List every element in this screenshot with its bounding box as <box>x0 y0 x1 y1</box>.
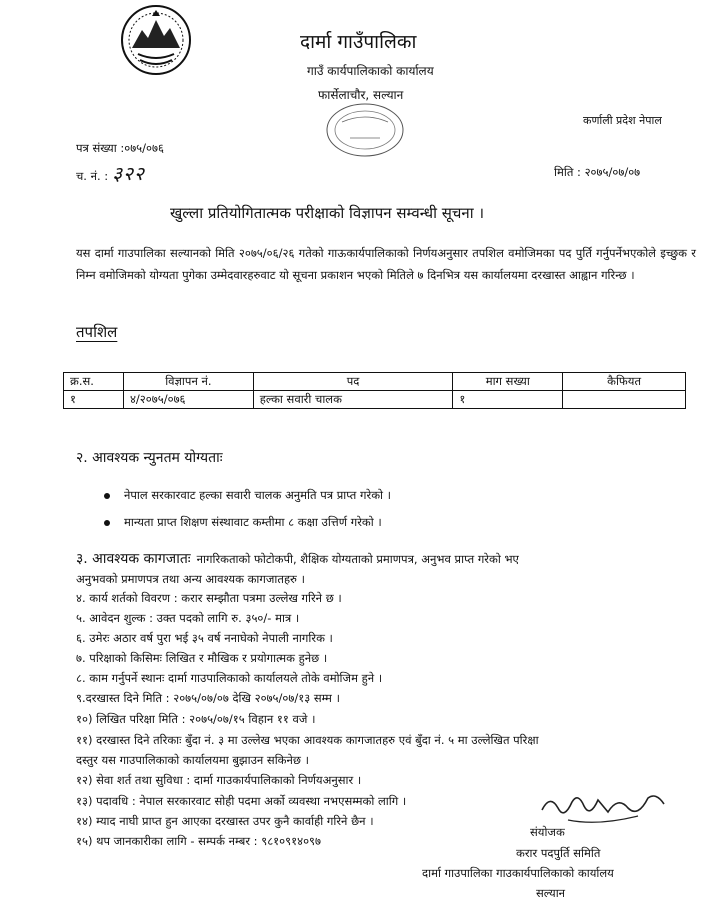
office-subtitle: गाउँ कार्यपालिकाको कार्यालय <box>307 64 434 78</box>
signatory-office: दार्मा गाउपालिका गाउकार्यपालिकाको कार्यालय <box>422 866 614 880</box>
patra-sankhya <box>76 141 164 156</box>
list-item <box>104 515 382 530</box>
list-item: ११) दरखास्त दिने तरिकाः बुँदा नं. ३ मा उल्लेख भएका आवश्यक कागजातहरु एवं बुँदा नं. ५ मा उल्लेखित परिक्षा <box>76 733 539 747</box>
bullet-icon <box>104 520 110 526</box>
cell-post: हल्का सवारी चालक <box>253 391 453 409</box>
bullet-icon <box>104 493 110 499</box>
office-stamp <box>322 100 408 160</box>
nepal-government-emblem <box>118 2 194 78</box>
section3-text-cont: अनुभवको प्रमाणपत्र तथा अन्य आवश्यक कागजातहरु । <box>76 572 305 586</box>
list-item: ८. काम गर्नुपर्ने स्थानः दार्मा गाउपालिकाको कार्यालयले तोके वमोजिम हुने । <box>76 671 383 685</box>
list-item: १४) म्याद नाघी प्राप्त हुन आएका दरखास्त उपर कुनै कार्वाही गरिने छैन । <box>76 814 374 828</box>
cell-demand: १ <box>453 391 563 409</box>
list-item <box>104 488 391 503</box>
signatory-role: संयोजक <box>530 825 565 839</box>
list-item: ७. परिक्षाको किसिमः लिखित र मौखिक र प्रयोगात्मक हुनेछ । <box>76 651 328 665</box>
chalani-number <box>76 160 145 186</box>
signature-scribble <box>538 790 673 830</box>
notice-heading: खुल्ला प्रतियोगितात्मक परीक्षाको विज्ञापन सम्वन्धी सूचना । <box>170 204 485 222</box>
list-item: १३) पदावधि : नेपाल सरकारवाट सोही पदमा अर्को व्यवस्था नभएसम्मको लागि । <box>76 794 407 808</box>
cell-remarks <box>563 391 686 409</box>
table-row <box>64 391 686 409</box>
tapashil-heading: तपशिल <box>76 323 118 341</box>
province-label: कर्णाली प्रदेश नेपाल <box>583 114 662 127</box>
patra-label: पत्र संख्या : <box>76 141 125 155</box>
list-item: १०) लिखित परिक्षा मिति : २०७५/०७/१५ विहान ११ वजे । <box>76 712 316 726</box>
list-item: ६. उमेरः अठार वर्ष पुरा भई ३५ वर्ष ननाघेको नेपाली नागरिक । <box>76 631 333 645</box>
vacancy-table <box>63 372 686 409</box>
table-header-row <box>64 373 686 391</box>
section2-title: २. आवश्यक न्युनतम योग्यताः <box>76 450 223 466</box>
col-post: पद <box>253 373 453 391</box>
cell-ad-number: ४/२०७५/०७६ <box>123 391 253 409</box>
cell-sn: १ <box>64 391 124 409</box>
signatory-place: सल्यान <box>536 886 566 900</box>
qualification-1: नेपाल सरकारवाट हल्का सवारी चालक अनुमति पत्र प्राप्त गरेको । <box>124 488 392 502</box>
notice-intro: यस दार्मा गाउपालिका सल्यानको मिति २०७५/०६/२६ गतेको गाऊकार्यपालिकाको निर्णयअनुसार तपशिल वमोजिमका पद पुर्ति गर्नुपर्नेभएकोले इच्छुक र निम्न वमोजिमको योग्यता पुगेका उम्मेदवारहरुवाट यो सूचना प्रकाशन भएको मितिले ७ दिनभित्र यस कार्यालयमा दरखास्त आह्वान गरिन्छ । <box>76 246 696 282</box>
notice-date <box>554 165 640 180</box>
office-location: फार्सेलाचौर, सल्यान <box>318 88 404 102</box>
col-demand: माग सख्या <box>453 373 563 391</box>
section3-title: ३. आवश्यक कागजातः <box>76 551 191 567</box>
chalani-value: ३२२ <box>112 163 145 185</box>
signatory-committee: करार पदपुर्ति समिति <box>516 846 601 860</box>
section3 <box>76 549 519 568</box>
col-sn: क्र.स. <box>64 373 124 391</box>
date-value: २०७५/०७/०७ <box>584 165 641 179</box>
municipality-title: दार्मा गाउँपालिका <box>300 31 417 53</box>
list-item: ४. कार्य शर्तको विवरण : करार सम्झौता पत्रमा उल्लेख गरिने छ । <box>76 591 342 605</box>
list-item: दस्तुर यस गाउपालिकाको कार्यालयमा बुझाउन सकिनेछ । <box>76 753 309 767</box>
patra-value: ०७५/०७६ <box>124 141 164 155</box>
list-item: १५) थप जानकारीका लागि - सम्पर्क नम्बर : ९८१०९१४०९७ <box>76 834 322 848</box>
qualification-2: मान्यता प्राप्त शिक्षण संस्थावाट कम्तीमा ८ कक्षा उत्तिर्ण गरेको । <box>124 515 382 529</box>
list-item: ९.दरखास्त दिने मिति : २०७५/०७/०७ देखि २०७५/०७/१३ सम्म । <box>76 691 340 705</box>
chalani-label: च. नं. : <box>76 169 109 183</box>
col-ad-number: विज्ञापन नं. <box>123 373 253 391</box>
col-remarks: कैफियत <box>563 373 686 391</box>
list-item: १२) सेवा शर्त तथा सुविधा : दार्मा गाउकार्यपालिकाको निर्णयअनुसार । <box>76 773 362 787</box>
list-item: ५. आवेदन शुल्क : उक्त पदको लागि रु. ३५०/- मात्र । <box>76 611 300 625</box>
date-label: मिति : <box>554 165 581 179</box>
section3-text: नागरिकताको फोटोकपी, शैक्षिक योग्यताको प्रमाणपत्र, अनुभव प्राप्त गरेको भए <box>196 552 519 566</box>
